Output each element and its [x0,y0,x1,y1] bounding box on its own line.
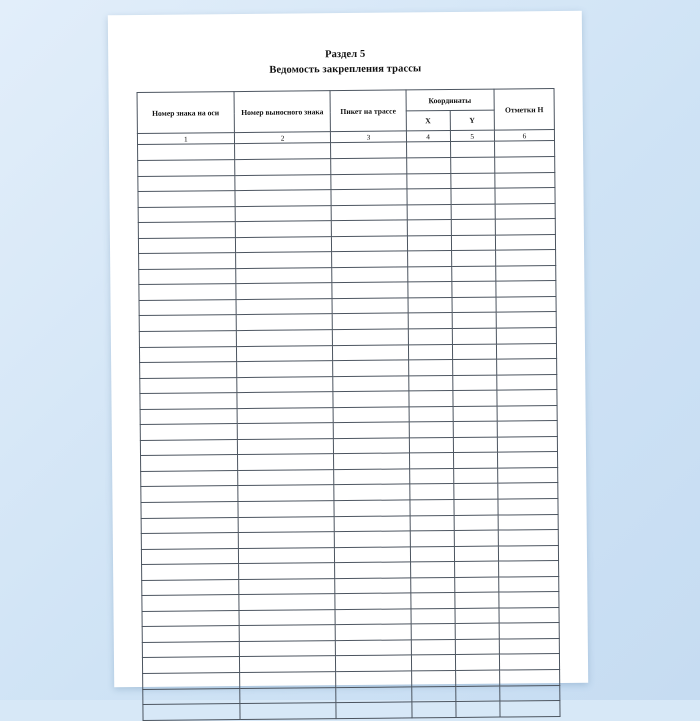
table-cell[interactable] [456,701,500,717]
column-header-elevation: Отметки Н [494,89,555,131]
table-cell[interactable] [451,219,495,235]
table-cell[interactable] [332,267,407,283]
table-cell[interactable] [138,160,235,176]
table-cell[interactable] [499,592,559,608]
table-row[interactable] [143,701,560,721]
table-cell[interactable] [453,421,497,437]
table-cell[interactable] [454,530,498,546]
table-cell[interactable] [498,514,558,530]
table-cell[interactable] [499,670,559,686]
table-cell[interactable] [498,499,558,515]
table-cell[interactable] [495,219,555,235]
table-cell[interactable] [236,345,333,361]
table-cell[interactable] [236,283,333,299]
table-cell[interactable] [139,284,236,300]
table-cell[interactable] [142,626,239,642]
table-cell[interactable] [238,516,335,532]
table-cell[interactable] [238,501,335,517]
table-cell[interactable] [497,452,557,468]
table-cell[interactable] [234,159,331,175]
table-cell[interactable] [138,144,235,160]
table-cell[interactable] [239,687,336,703]
table-cell[interactable] [455,655,499,671]
table-cell[interactable] [238,578,335,594]
table-cell[interactable] [142,610,239,626]
column-header-x: X [406,111,450,131]
column-number-5: 5 [450,131,494,142]
table-cell[interactable] [235,190,332,206]
table-cell[interactable] [237,407,334,423]
column-header-offset-sign-number: Номер выносного знака [234,91,331,133]
table-cell[interactable] [142,657,239,673]
table-cell[interactable] [494,141,554,157]
table-cell[interactable] [452,359,496,375]
table-cell[interactable] [455,639,499,655]
table-cell[interactable] [496,312,556,328]
table-cell[interactable] [408,391,452,407]
table-cell[interactable] [239,609,336,625]
table-cell[interactable] [499,654,559,670]
table-cell[interactable] [410,562,454,578]
table-cell[interactable] [410,531,454,547]
table-cell[interactable] [406,157,450,173]
table-cell[interactable] [452,281,496,297]
table-cell[interactable] [411,655,455,671]
table-cell[interactable] [499,576,559,592]
table-cell[interactable] [451,235,495,251]
table-cell[interactable] [451,266,495,282]
table-cell[interactable] [335,531,410,547]
table-cell[interactable] [235,236,332,252]
table-cell[interactable] [407,220,451,236]
table-cell[interactable] [335,547,410,563]
table-cell[interactable] [495,188,555,204]
table-cell[interactable] [141,533,238,549]
table-cell[interactable] [454,515,498,531]
table-cell[interactable] [139,331,236,347]
table-cell[interactable] [497,390,557,406]
table-cell[interactable] [409,468,453,484]
column-number-4: 4 [406,131,450,142]
table-cell[interactable] [239,672,336,688]
table-cell[interactable] [140,362,237,378]
table-cell[interactable] [451,188,495,204]
table-cell[interactable] [334,407,409,423]
table-cell[interactable] [453,452,497,468]
column-number-1: 1 [137,133,234,145]
table-cell[interactable] [235,267,332,283]
table-cell[interactable] [498,545,558,561]
table-cell[interactable] [454,577,498,593]
table-head [137,89,554,145]
page-subtitle: Ведомость закрепления трассы [269,63,422,76]
column-number-3: 3 [331,131,406,143]
table-cell[interactable] [497,436,557,452]
table-cell[interactable] [138,237,235,253]
table-cell[interactable] [332,205,407,221]
table-cell[interactable] [235,221,332,237]
table-cell[interactable] [498,561,558,577]
table-cell[interactable] [142,641,239,657]
table-cell[interactable] [332,236,407,252]
table-cell[interactable] [406,142,450,158]
table-cell[interactable] [334,422,409,438]
page-title: Раздел 5 [324,48,366,61]
table-cell[interactable] [143,688,240,704]
table-cell[interactable] [139,253,236,269]
table-cell[interactable] [411,702,455,718]
table-cell[interactable] [498,530,558,546]
table-cell[interactable] [454,561,498,577]
column-group-header-coordinates: Координаты [406,90,495,112]
table-cell[interactable] [408,313,452,329]
table-cell[interactable] [452,297,496,313]
table-cell[interactable] [409,437,453,453]
table-cell[interactable] [451,204,495,220]
table-cell[interactable] [237,470,334,486]
table-cell[interactable] [411,639,455,655]
table-cell[interactable] [453,406,497,422]
table-cell[interactable] [409,453,453,469]
table-cell[interactable] [238,532,335,548]
table-cell[interactable] [336,686,411,702]
table-cell[interactable] [454,499,498,515]
table-cell[interactable] [332,220,407,236]
table-cell[interactable] [496,327,556,343]
table-cell[interactable] [140,393,237,409]
table-cell[interactable] [142,595,239,611]
table-cell[interactable] [140,439,237,455]
table-cell[interactable] [334,469,409,485]
table-cell[interactable] [495,250,555,266]
table-cell[interactable] [454,484,498,500]
table-cell[interactable] [495,172,555,188]
table-cell[interactable] [497,421,557,437]
table-cell[interactable] [495,203,555,219]
table-cell[interactable] [139,346,236,362]
table-cell[interactable] [408,344,452,360]
table-cell[interactable] [238,563,335,579]
table-cell[interactable] [336,671,411,687]
table-cell[interactable] [335,609,410,625]
table-cell[interactable] [500,701,560,717]
table-cell[interactable] [139,315,236,331]
table-cell[interactable] [239,594,336,610]
table-cell[interactable] [142,564,239,580]
table-cell[interactable] [237,454,334,470]
table-cell[interactable] [410,546,454,562]
table-cell[interactable] [236,314,333,330]
table-cell[interactable] [409,484,453,500]
table-cell[interactable] [411,608,455,624]
table-cell[interactable] [143,704,240,720]
table-cell[interactable] [453,390,497,406]
table-cell[interactable] [496,281,556,297]
table-cell[interactable] [141,502,238,518]
column-number-2: 2 [234,132,331,144]
table-cell[interactable] [333,360,408,376]
table-cell[interactable] [331,173,406,189]
table-cell[interactable] [410,577,454,593]
table-cell[interactable] [240,703,337,719]
table-cell[interactable] [235,205,332,221]
document-content [108,11,588,688]
table-cell[interactable] [408,329,452,345]
table-cell[interactable] [411,671,455,687]
table-cell[interactable] [141,470,238,486]
table-cell[interactable] [331,142,406,158]
table-cell[interactable] [332,298,407,314]
table-cell[interactable] [453,437,497,453]
table-cell[interactable] [499,623,559,639]
column-number-6: 6 [494,130,554,142]
table-cell[interactable] [331,158,406,174]
table-cell[interactable] [451,173,495,189]
table-cell[interactable] [496,296,556,312]
table-cell[interactable] [455,608,499,624]
table-cell[interactable] [141,455,238,471]
table-cell[interactable] [237,392,334,408]
table-cell[interactable] [140,377,237,393]
table-cell[interactable] [335,515,410,531]
table-cell[interactable] [406,173,450,189]
table-cell[interactable] [333,313,408,329]
table-cell[interactable] [499,607,559,623]
table-cell[interactable] [452,375,496,391]
table-cell[interactable] [407,235,451,251]
table-cell[interactable] [335,578,410,594]
table-cell[interactable] [336,655,411,671]
table-cell[interactable] [452,328,496,344]
table-cell[interactable] [239,641,336,657]
column-header-sign-number-axis: Номер знака на оси [137,92,234,134]
table-cell[interactable] [497,374,557,390]
table-cell[interactable] [409,406,453,422]
table-cell[interactable] [138,175,235,191]
table-cell[interactable] [333,376,408,392]
table-cell[interactable] [141,548,238,564]
table-cell[interactable] [453,468,497,484]
table-cell[interactable] [334,500,409,516]
table-cell[interactable] [236,299,333,315]
table-cell[interactable] [334,484,409,500]
table-cell[interactable] [237,376,334,392]
table-cell[interactable] [409,500,453,516]
table-cell[interactable] [333,329,408,345]
table-cell[interactable] [234,143,331,159]
table-cell[interactable] [498,483,558,499]
table-cell[interactable] [333,391,408,407]
table-cell[interactable] [139,299,236,315]
table-cell[interactable] [452,313,496,329]
table-cell[interactable] [497,405,557,421]
table-cell[interactable] [236,330,333,346]
table-cell[interactable] [498,467,558,483]
table-cell[interactable] [140,424,237,440]
table-cell[interactable] [452,344,496,360]
table-cell[interactable] [407,266,451,282]
table-cell[interactable] [496,265,556,281]
table-cell[interactable] [236,361,333,377]
column-header-y: Y [450,111,494,131]
table-cell[interactable] [455,592,499,608]
table-cell[interactable] [455,686,499,702]
table-cell[interactable] [335,562,410,578]
table-cell[interactable] [143,673,240,689]
table-cell[interactable] [139,268,236,284]
table-cell[interactable] [333,344,408,360]
table-cell[interactable] [138,191,235,207]
table-cell[interactable] [409,422,453,438]
table-cell[interactable] [450,157,494,173]
table-cell[interactable] [450,142,494,158]
table-cell[interactable] [496,343,556,359]
table-cell[interactable] [411,624,455,640]
table-cell[interactable] [495,234,555,250]
table-cell[interactable] [407,251,451,267]
table-cell[interactable] [235,252,332,268]
route-fixing-table [137,88,561,720]
table-cell[interactable] [495,156,555,172]
table-cell[interactable] [499,638,559,654]
table-cell[interactable] [336,640,411,656]
table-cell[interactable] [408,375,452,391]
table-cell[interactable] [142,579,239,595]
table-cell[interactable] [239,625,336,641]
table-cell[interactable] [406,189,450,205]
table-cell[interactable] [238,485,335,501]
table-cell[interactable] [334,438,409,454]
table-cell[interactable] [238,547,335,563]
table-cell[interactable] [455,670,499,686]
table-cell[interactable] [141,486,238,502]
table-cell[interactable] [332,251,407,267]
table-cell[interactable] [138,206,235,222]
table-cell[interactable] [140,408,237,424]
table-cell[interactable] [408,297,452,313]
table-cell[interactable] [410,593,454,609]
table-cell[interactable] [332,282,407,298]
table-cell[interactable] [408,360,452,376]
table-cell[interactable] [410,515,454,531]
table-cell[interactable] [138,222,235,238]
table-cell[interactable] [331,189,406,205]
table-cell[interactable] [500,685,560,701]
table-cell[interactable] [496,359,556,375]
table-cell[interactable] [335,593,410,609]
table-cell[interactable] [451,250,495,266]
table-cell[interactable] [239,656,336,672]
table-body [138,141,561,720]
table-cell[interactable] [407,282,451,298]
table-cell[interactable] [455,623,499,639]
table-cell[interactable] [407,204,451,220]
column-header-chainage: Пикет на трассе [330,90,405,132]
table-cell[interactable] [334,453,409,469]
document-page [108,11,588,688]
table-cell[interactable] [141,517,238,533]
table-cell[interactable] [454,546,498,562]
table-cell[interactable] [336,624,411,640]
table-cell[interactable] [237,423,334,439]
table-cell[interactable] [237,438,334,454]
table-cell[interactable] [336,702,411,718]
table-cell[interactable] [235,174,332,190]
